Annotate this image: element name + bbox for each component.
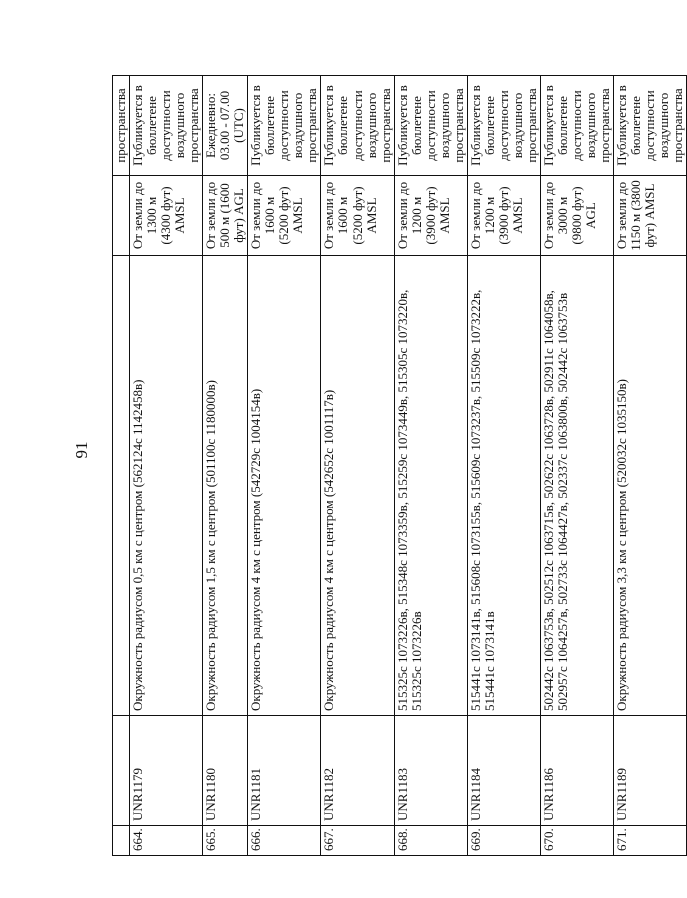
table-row xyxy=(321,76,394,856)
zone-code: UNR1184 xyxy=(467,716,540,826)
page-number: 91 xyxy=(72,441,91,459)
zone-description: Окружность радиусом 1,5 км с центром (501100с 1180000в) xyxy=(203,256,248,716)
zone-description: Окружность радиусом 4 км с центром (542652с 1001117в) xyxy=(321,256,394,716)
zone-description: 515325с 1073226в, 515348с 1073359в, 515259с 1073449в, 515305с 1073220в, 515325с 1073226в xyxy=(394,256,467,716)
altitude-limits: От земли до 1200 м (3900 фут) AMSL xyxy=(467,176,540,256)
zone-description: 502442с 1063753в, 502512с 1063715в, 502622с 1063728в, 502911с 1064058в, 502957с 1064257в, 502733с 1064427в, 502337с 1063800в, 502442с 1063753в xyxy=(540,256,613,716)
continuation-row xyxy=(113,76,130,856)
altitude-limits: От земли до 1150 м (3800 фут) AMSL xyxy=(614,176,687,256)
zone-code: UNR1189 xyxy=(614,716,687,826)
restricted-areas-table xyxy=(112,75,687,856)
altitude-limits: От земли до 500 м (1600 фут) AGL xyxy=(203,176,248,256)
altitude-limits: От земли до 1300 м (4300 фут) AMSL xyxy=(130,176,203,256)
zone-code: UNR1179 xyxy=(130,716,203,826)
publication-info: Ежедневно: 03.00 - 07.00 (UTC) xyxy=(203,76,248,176)
row-number: 671. xyxy=(614,826,687,856)
publication-info: Публикуется в бюллетене доступности воздушного пространства xyxy=(614,76,687,176)
altitude-limits: От земли до 1200 м (3900 фут) AMSL xyxy=(394,176,467,256)
table-row xyxy=(203,76,248,856)
publication-info: Публикуется в бюллетене доступности воздушного пространства xyxy=(540,76,613,176)
row-number: 666. xyxy=(248,826,321,856)
rotated-table-container xyxy=(112,76,686,856)
altitude-limits: От земли до 1600 м (5200 фут) AMSL xyxy=(248,176,321,256)
publication-info: Публикуется в бюллетене доступности воздушного пространства xyxy=(248,76,321,176)
zone-code: UNR1183 xyxy=(394,716,467,826)
row-number: 670. xyxy=(540,826,613,856)
publication-info: Публикуется в бюллетене доступности воздушного пространства xyxy=(394,76,467,176)
table-row xyxy=(248,76,321,856)
zone-code: UNR1181 xyxy=(248,716,321,826)
zone-description: Окружность радиусом 4 км с центром (542729с 1004154в) xyxy=(248,256,321,716)
zone-code: UNR1186 xyxy=(540,716,613,826)
row-number: 669. xyxy=(467,826,540,856)
zone-code: UNR1182 xyxy=(321,716,394,826)
zone-code: UNR1180 xyxy=(203,716,248,826)
zone-description: Окружность радиусом 0,5 км с центром (562124с 1142458в) xyxy=(130,256,203,716)
row-number: 667. xyxy=(321,826,394,856)
publication-info: Публикуется в бюллетене доступности воздушного пространства xyxy=(321,76,394,176)
table-row xyxy=(130,76,203,856)
row-number: 668. xyxy=(394,826,467,856)
table-row xyxy=(614,76,687,856)
altitude-limits: От земли до 1600 м (5200 фут) AMSL xyxy=(321,176,394,256)
row-number: 664. xyxy=(130,826,203,856)
zone-description: Окружность радиусом 3,3 км с центром (520032с 1035150в) xyxy=(614,256,687,716)
row-number: 665. xyxy=(203,826,248,856)
publication-info: Публикуется в бюллетене доступности воздушного пространства xyxy=(130,76,203,176)
altitude-limits: От земли до 3000 м (9800 фут) AGL xyxy=(540,176,613,256)
table-row xyxy=(394,76,467,856)
table-row xyxy=(540,76,613,856)
continuation-cell: пространства xyxy=(113,76,130,176)
table-row xyxy=(467,76,540,856)
zone-description: 515441с 1073141в, 515608с 1073155в, 515609с 1073237в, 515509с 1073222в, 515441с 1073141в xyxy=(467,256,540,716)
publication-info: Публикуется в бюллетене доступности воздушного пространства xyxy=(467,76,540,176)
